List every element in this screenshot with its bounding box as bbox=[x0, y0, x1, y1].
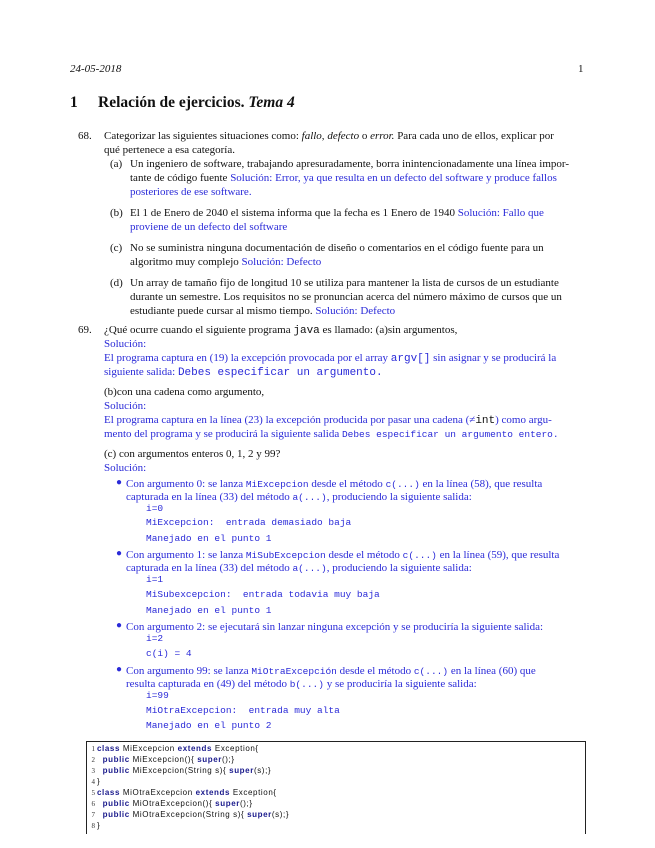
q68-item-d-line2: durante un semestre. Los requisitos no se pronuncian acerca del número máximo de cursos que un bbox=[130, 291, 562, 303]
q68-item-b-label: (b) bbox=[110, 207, 123, 219]
q69-b-intro: (b)con una cadena como argumento, bbox=[104, 386, 265, 398]
code-line: class MiOtraExcepcion extends Exception{ bbox=[97, 788, 277, 797]
q69-a-solution-label: Solución: bbox=[104, 338, 147, 350]
q69-a-line1-code: argv[] bbox=[390, 353, 431, 365]
q69-b-line2 bbox=[104, 427, 559, 442]
q69-bullet-0-line2 bbox=[126, 490, 472, 505]
q69-bullet-1-l2b: , produciendo la siguiente salida: bbox=[326, 562, 472, 574]
code-line: public MiExcepcion(){ super();} bbox=[97, 755, 235, 764]
q69-bullet-3-l1b: desde el método bbox=[339, 665, 412, 677]
q68-item-c-label: (c) bbox=[110, 242, 123, 254]
section-title-italic: Tema 4 bbox=[248, 94, 295, 111]
q69-intro-code: java bbox=[293, 325, 320, 337]
q69-number: 69. bbox=[78, 324, 92, 336]
q69-a-line1 bbox=[104, 351, 556, 366]
line-number: 5 bbox=[91, 789, 95, 797]
q69-intro bbox=[104, 323, 457, 338]
q69-bullet-3-code2: c(...) bbox=[413, 666, 449, 677]
q69-bullet-0-l2code: a(...) bbox=[292, 492, 327, 503]
q69-bullet-0-code: MiExcepcion bbox=[245, 479, 309, 490]
q69-bullet-1-code: MiSubExcepcion bbox=[245, 550, 326, 561]
section-title-plain: Relación de ejercicios. bbox=[98, 94, 245, 111]
q69-bullet-1-l2code: a(...) bbox=[292, 563, 327, 574]
q69-b-line2-code: Debes especificar un argumento entero. bbox=[341, 429, 559, 440]
q68-item-a-line2 bbox=[130, 171, 557, 185]
code-line: } bbox=[97, 821, 101, 830]
q68-word-error: error. bbox=[370, 130, 395, 142]
q68-item-b-solution: Solución: Fallo que bbox=[457, 207, 544, 219]
code-line: public MiOtraExcepcion(String s){ super(s);} bbox=[97, 810, 290, 819]
code-line: public MiOtraExcepcion(){ super();} bbox=[97, 799, 253, 808]
line-number: 6 bbox=[91, 800, 95, 808]
q69-bullet-3-l2b: y se produciría la siguiente salida: bbox=[326, 678, 477, 690]
line-number: 7 bbox=[91, 811, 95, 819]
code-line: class MiExcepcion extends Exception{ bbox=[97, 744, 259, 753]
q69-a-line2-code: Debes especificar un argumento. bbox=[177, 367, 383, 379]
q69-b-line1-b: ) como argu- bbox=[495, 414, 552, 426]
q69-bullet-1-l1a: Con argumento 1: se lanza bbox=[126, 549, 244, 561]
q69-bullet-0-l1a: Con argumento 0: se lanza bbox=[126, 478, 244, 490]
q69-a-line2 bbox=[104, 365, 383, 380]
q68-item-c-solution: Solución: Defecto bbox=[241, 256, 322, 268]
bullet-icon: ● bbox=[116, 477, 123, 488]
code-listing bbox=[86, 741, 586, 834]
q69-b-line1-code: int bbox=[475, 415, 496, 427]
q69-bullet-1-out-2: Manejado en el punto 1 bbox=[146, 605, 272, 616]
q69-bullet-2-out-1: c(i) = 4 bbox=[146, 648, 192, 659]
header-date: 24-05-2018 bbox=[70, 63, 122, 75]
q69-bullet-2-out-0: i=2 bbox=[146, 633, 164, 644]
q68-item-b-line1 bbox=[130, 206, 544, 220]
line-number: 2 bbox=[91, 756, 95, 764]
q68-item-d-line1: Un array de tamaño fijo de longitud 10 se utiliza para mantener la lista de cursos de un estudiante bbox=[130, 277, 559, 289]
q68-item-c-line2 bbox=[130, 255, 321, 269]
q69-bullet-1-l2a: capturada en la línea (33) del método bbox=[126, 562, 290, 574]
q69-bullet-0-l2b: , produciendo la siguiente salida: bbox=[326, 491, 472, 503]
q68-item-a-line1: Un ingeniero de software, trabajando apresuradamente, borra inintencionadamente una línea impor- bbox=[130, 158, 569, 170]
q69-bullet-1-out-0: i=1 bbox=[146, 574, 164, 585]
page-number: 1 bbox=[578, 63, 584, 75]
code-line: } bbox=[97, 777, 101, 786]
q68-item-c-line1: No se suministra ninguna documentación de diseño o comentarios en el código fuente para un bbox=[130, 242, 544, 254]
q68-item-a-text: tante de código fuente bbox=[130, 172, 228, 184]
q69-b-solution-label: Solución: bbox=[104, 400, 147, 412]
section-number: 1 bbox=[70, 94, 78, 111]
q68-item-a-solution: Solución: Error, ya que resulta en un defecto del software y produce fallos bbox=[230, 172, 557, 184]
q69-bullet-3-l2a: resulta capturada en (49) del método bbox=[126, 678, 287, 690]
q68-item-a-line3: posteriores de ese software. bbox=[130, 186, 252, 198]
q68-number: 68. bbox=[78, 130, 92, 142]
q69-c-intro: (c) con argumentos enteros 0, 1, 2 y 99? bbox=[104, 448, 281, 460]
q69-bullet-1-l1c: en la línea (59), que resulta bbox=[439, 549, 560, 561]
q69-bullet-0-out-0: i=0 bbox=[146, 503, 164, 514]
q68-word-fallo: fallo, bbox=[301, 130, 325, 142]
q69-bullet-3-out-2: Manejado en el punto 2 bbox=[146, 720, 272, 731]
q69-bullet-3-l1a: Con argumento 99: se lanza bbox=[126, 665, 249, 677]
q68-item-a-label: (a) bbox=[110, 158, 123, 170]
line-number: 3 bbox=[91, 767, 95, 775]
q69-b-line2-a: mento del programa y se producirá la siguiente salida bbox=[104, 428, 340, 440]
bullet-icon: ● bbox=[116, 620, 123, 631]
bullet-icon: ● bbox=[116, 664, 123, 675]
q68-item-d-line3 bbox=[130, 304, 395, 318]
q69-bullet-1-out-1: MiSubexcepcion: entrada todavia muy baja bbox=[146, 589, 380, 600]
q69-b-line1 bbox=[104, 413, 552, 428]
q68-item-c-text: algoritmo muy complejo bbox=[130, 256, 239, 268]
q69-bullet-3-l2code: b(...) bbox=[289, 679, 324, 690]
line-number: 4 bbox=[91, 778, 95, 786]
q69-c-solution-label: Solución: bbox=[104, 462, 147, 474]
q69-bullet-0-l1b: desde el método bbox=[311, 478, 383, 490]
q69-bullet-0-l2a: capturada en la línea (33) del método bbox=[126, 491, 290, 503]
q69-b-line1-a: El programa captura en la línea (23) la excepción producida por pasar una cadena (≠ bbox=[104, 414, 476, 426]
q68-item-d-label: (d) bbox=[110, 277, 123, 289]
code-line: public MiExcepcion(String s){ super(s);} bbox=[97, 766, 272, 775]
q68-item-d-text: estudiante puede cursar al mismo tiempo. bbox=[130, 305, 313, 317]
q69-a-line1-a: El programa captura en (19) la excepción provocada por el array bbox=[104, 352, 389, 364]
q69-bullet-0-out-2: Manejado en el punto 1 bbox=[146, 533, 272, 544]
q69-bullet-3-out-0: i=99 bbox=[146, 690, 169, 701]
q68-item-b-text: El 1 de Enero de 2040 el sistema informa que la fecha es 1 Enero de 1940 bbox=[130, 207, 455, 219]
q69-bullet-1-code2: c(...) bbox=[402, 550, 437, 561]
section-title bbox=[98, 94, 295, 112]
q69-bullet-3-l1c: en la línea (60) que bbox=[450, 665, 536, 677]
q68-word-o: o bbox=[361, 130, 368, 142]
q69-bullet-3-out-1: MiOtraExcepcion: entrada muy alta bbox=[146, 705, 340, 716]
q68-item-d-solution: Solución: Defecto bbox=[315, 305, 396, 317]
q69-bullet-1-line2 bbox=[126, 561, 472, 576]
q69-bullet-3-line2 bbox=[126, 677, 477, 692]
q68-intro-b: Para cada uno de ellos, explicar por bbox=[397, 130, 554, 142]
q69-intro-b: es llamado: (a)sin argumentos, bbox=[322, 324, 458, 336]
q68-intro-a: Categorizar las siguientes situaciones como: bbox=[104, 130, 299, 142]
q69-a-line2-a: siguiente salida: bbox=[104, 366, 176, 378]
q68-intro-line2: qué pertenece a esa categoría. bbox=[104, 144, 235, 156]
bullet-icon: ● bbox=[116, 548, 123, 559]
q69-bullet-0-code2: c(...) bbox=[385, 479, 420, 490]
q69-bullet-3-code: MiOtraExcepción bbox=[251, 666, 337, 677]
line-number: 8 bbox=[91, 822, 95, 830]
q69-bullet-1-l1b: desde el método bbox=[328, 549, 400, 561]
q69-a-line1-b: sin asignar y se producirá la bbox=[433, 352, 557, 364]
q68-word-defecto: defecto bbox=[327, 130, 360, 142]
q69-bullet-0-out-1: MiExcepcion: entrada demasiado baja bbox=[146, 517, 352, 528]
q69-intro-a: ¿Qué ocurre cuando el siguiente programa bbox=[104, 324, 291, 336]
q69-bullet-2-line1: Con argumento 2: se ejecutará sin lanzar ninguna excepción y se produciría la siguiente salida: bbox=[126, 621, 544, 633]
q69-bullet-0-l1c: en la línea (58), que resulta bbox=[422, 478, 543, 490]
line-number: 1 bbox=[91, 745, 95, 753]
q68-item-b-line2: proviene de un defecto del software bbox=[130, 221, 288, 233]
q68-intro bbox=[104, 129, 554, 143]
